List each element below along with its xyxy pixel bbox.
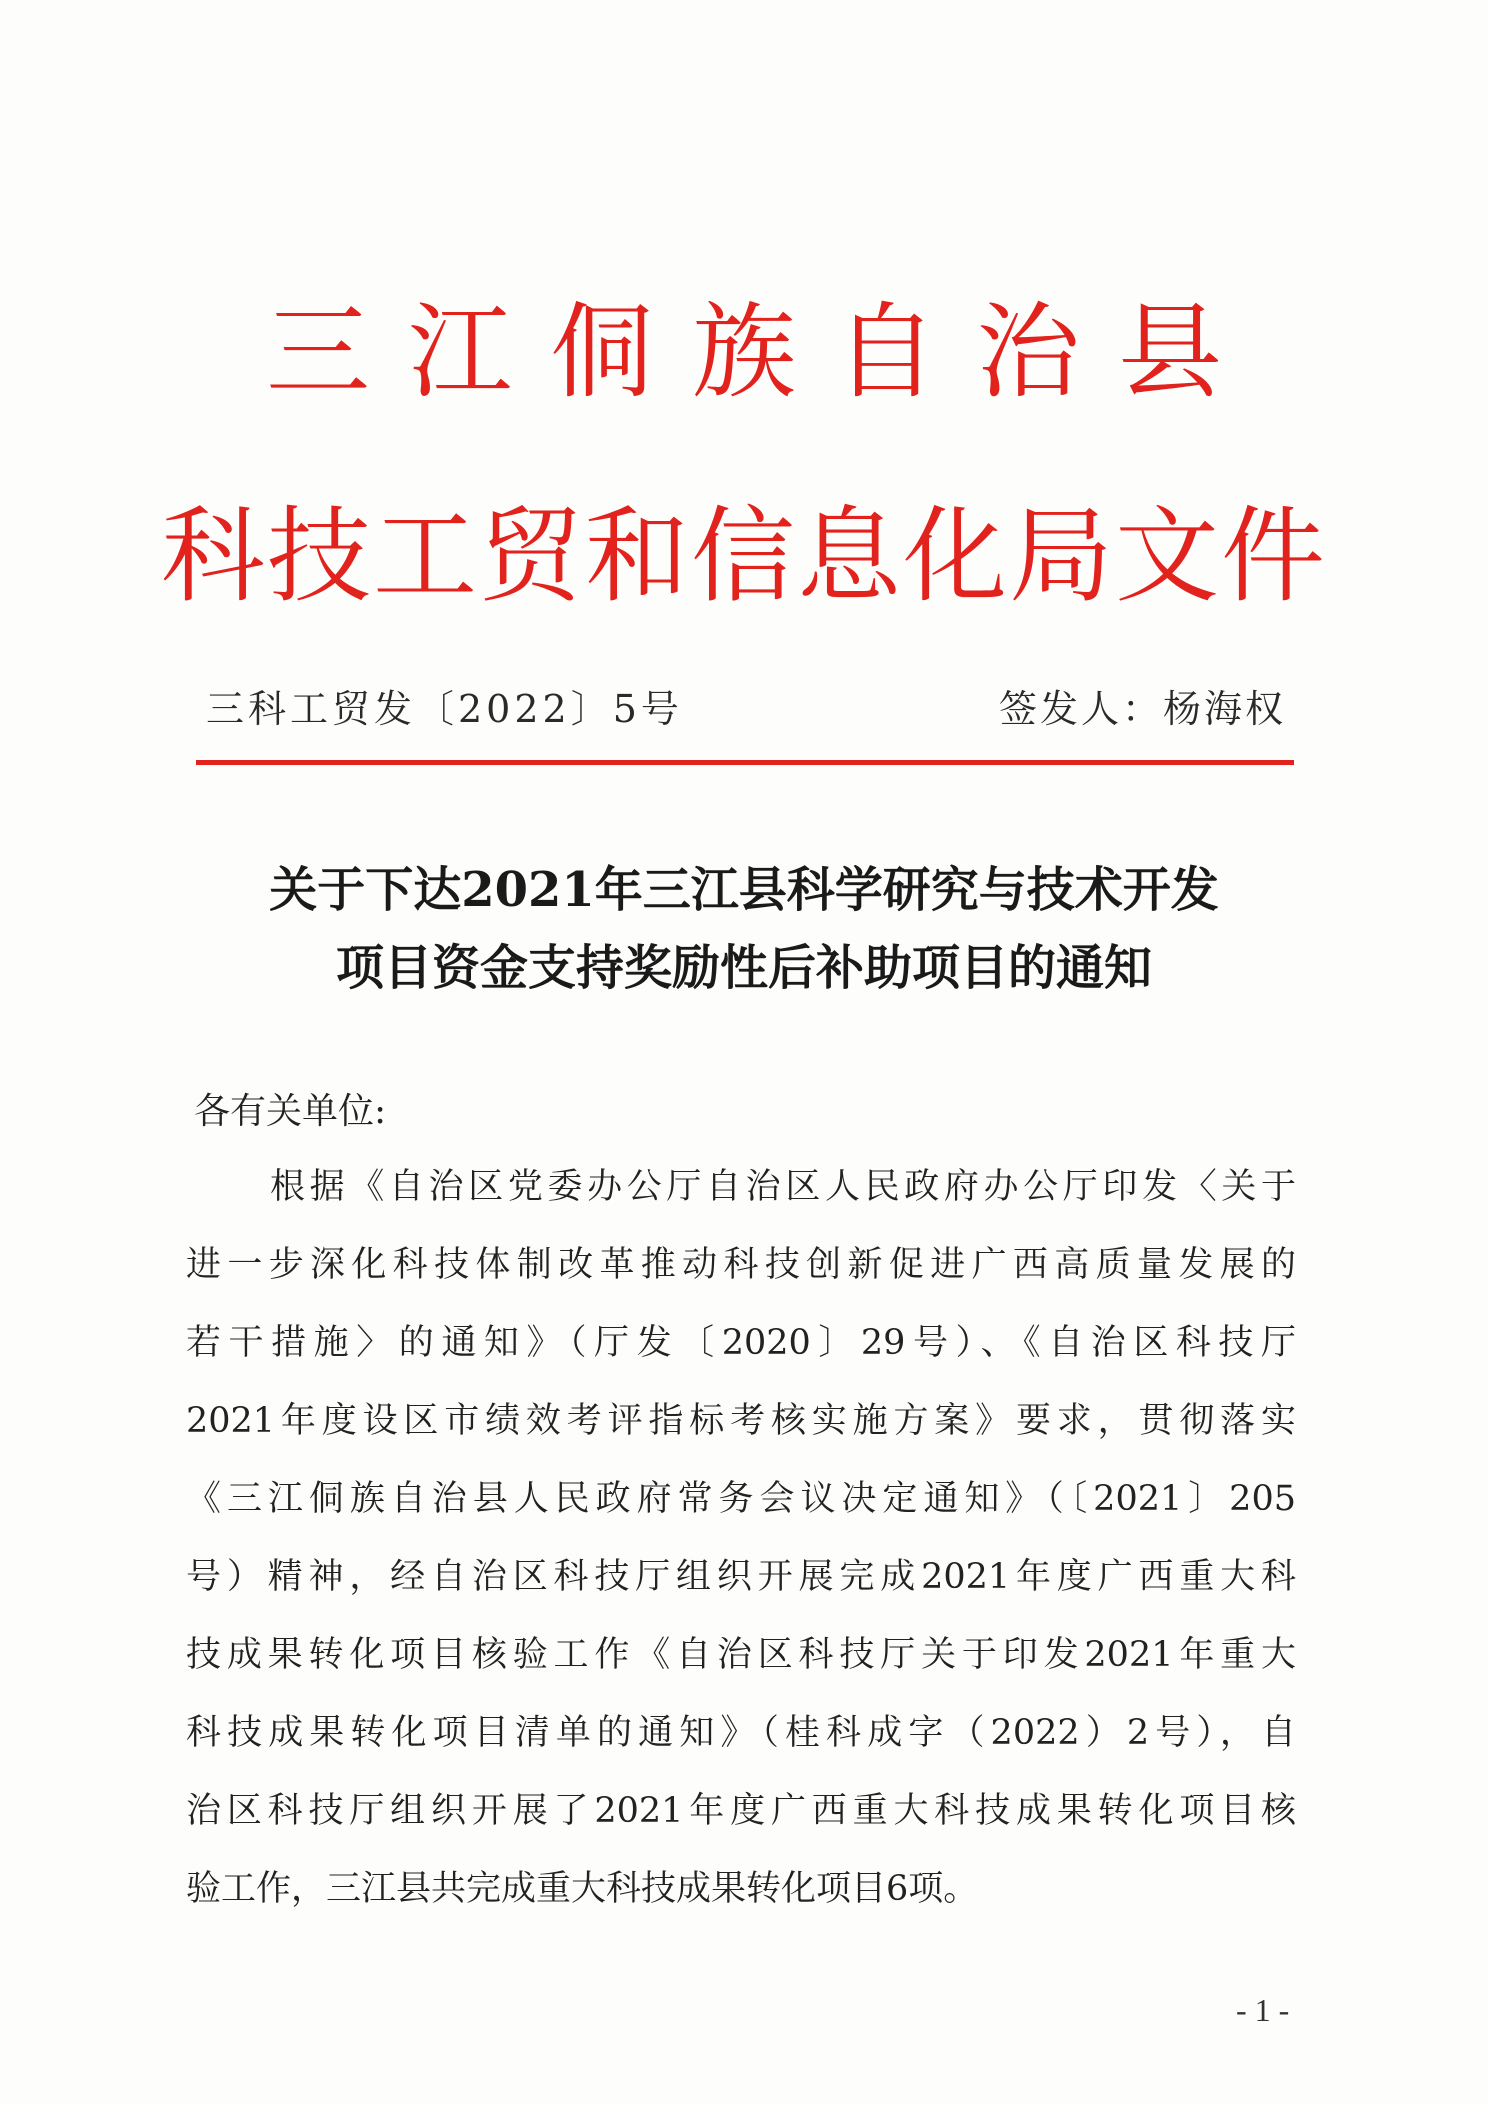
page-number: - 1 - [1236, 1992, 1290, 2028]
document-meta [206, 684, 1286, 734]
body-line: 2021年度设区市绩效考评指标考核实施方案》要求，贯彻落实 [186, 1401, 1296, 1441]
issuing-authority-line-2: 科技工贸和信息化局文件 [160, 495, 1327, 617]
document-number: 三科工贸发〔2022〕5号 [206, 687, 683, 731]
body-line: 治区科技厅组织开展了2021年度广西重大科技成果转化项目核 [186, 1791, 1296, 1831]
body-line: 验工作，三江县共完成重大科技成果转化项目6项。 [186, 1869, 979, 1909]
issuing-authority-line-1: 三江侗族自治县 [265, 291, 1260, 413]
notice-title-line-1: 关于下达2021年三江县科学研究与技术开发 [269, 862, 1219, 918]
salutation: 各有关单位: [194, 1091, 387, 1132]
body-line: 技成果转化项目核验工作《自治区科技厅关于印发2021年重大 [186, 1635, 1296, 1675]
body-line: 号）精神，经自治区科技厅组织开展完成2021年度广西重大科 [186, 1557, 1296, 1597]
body-line: 《三江侗族自治县人民政府常务会议决定通知》（〔2021〕205 [186, 1479, 1296, 1519]
body-line: 根据《自治区党委办公厅自治区人民政府办公厅印发〈关于 [270, 1167, 1296, 1207]
body-line: 进一步深化科技体制改革推动科技创新促进广西高质量发展的 [186, 1245, 1296, 1285]
signer: 签发人：杨海权 [998, 687, 1286, 731]
body-line: 若干措施〉的通知》（厅发〔2020〕29号）、《自治区科技厅 [186, 1323, 1296, 1363]
notice-title-line-2: 项目资金支持奖励性后补助项目的通知 [335, 940, 1152, 996]
red-divider [196, 760, 1294, 765]
body-paragraph [186, 1148, 1296, 1928]
body-line: 科技成果转化项目清单的通知》（桂科成字（2022）2号），自 [186, 1713, 1296, 1753]
